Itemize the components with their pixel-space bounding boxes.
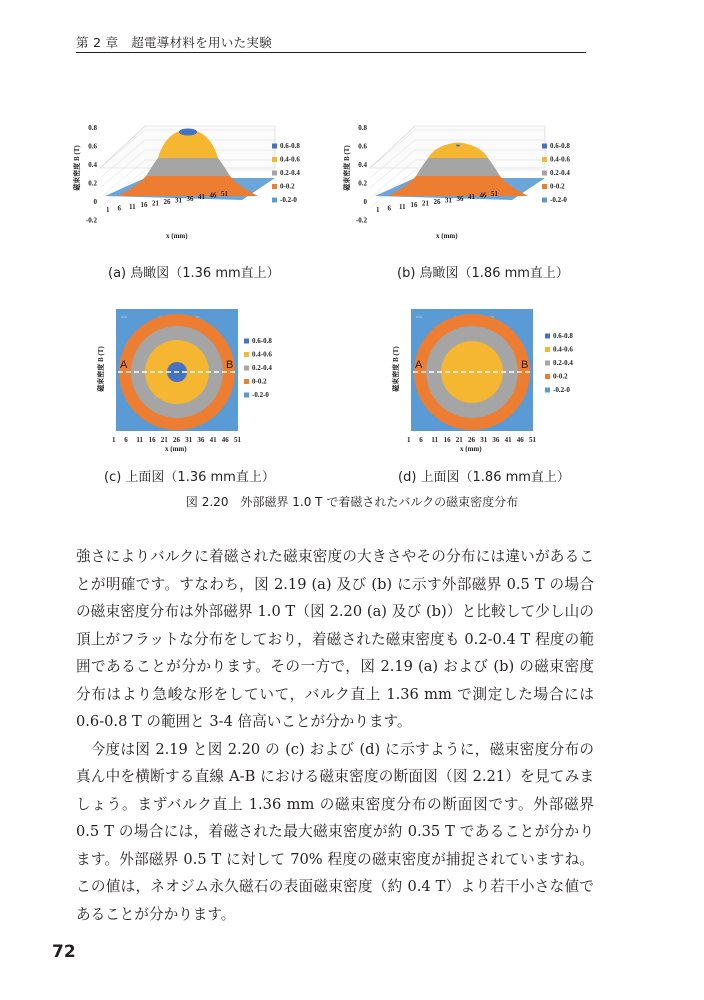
panel-c-x-tick-8: 41 [209,436,217,444]
panel-d-legend-label-0: 0.6-0.8 [553,332,573,340]
panel-c-x-tick-2: 11 [136,436,144,444]
panel-a-y-tick-4: 0 [93,198,97,206]
panel-b-x-tick-3: 16 [410,201,418,210]
panel-a-y-axis-label: 磁束密度 B (T) [73,145,81,191]
panel-c-x-tick-7: 36 [197,436,205,444]
figure-title: 図 2.20 外部磁界 1.0 T で着磁されたバルクの磁束密度分布 [185,495,519,509]
panel-a-legend-label-4: -0.2-0 [280,196,297,204]
paragraph-2: 今度は図 2.19 と図 2.20 の (c) および (d) に示すように，磁束密度分布の真ん中を横断する直線 A-B における磁束密度の断面図（図 2.21）を見てみましょう。まずバルク直上 1.36 mm の磁束密度分布の断面図です。外部磁界 0.5 T の場合には，着磁された最大磁束密度が約 0.35 T であることが分かります。外部磁界 0.5 T に対して 70% 程度の磁束密度が捕捉されていますね。この値は，ネオジム永久磁石の表面磁束密度（約 0.4 T）より若干小さな値であることが分かります。 [76,740,594,923]
panel-b-legend-swatch-0 [542,144,547,149]
panel-b-legend-label-0: 0.6-0.8 [550,142,570,150]
panel-b-x-tick-0: 1 [376,206,380,214]
panel-c-x-tick-3: 16 [148,436,156,444]
panel-b-legend-swatch-2 [542,171,547,176]
panel-a-x-tick-6: 31 [175,196,182,205]
panel-c-legend-swatch-2 [244,366,249,371]
paragraph-1: 強さによりバルクに着磁された磁束密度の大きさやその分布には違いがあることが明確です。すなわち，図 2.19 (a) 及び (b) に示す外部磁界 0.5 T の場合の磁束密度分布は外部磁界 1.0 T（図 2.20 (a) 及び (b)）と比較して少し山の頂上がフラットな分布をしており，着磁された磁束密度も 0.2-0.4 T 程度の範囲であることが分かります。その一方で，図 2.19 (a) および (b) の磁束密度分布はより急峻な形をしていて，バルク直上 1.36 mm で測定した場合には 0.6-0.8 T の範囲と 3-4 倍高いことが分かります。 [76,548,594,730]
panel-a-x-tick-1: 6 [117,204,121,213]
panel-b-caption: (b) 鳥瞰図（1.86 mm直上） [397,266,569,281]
panel-b-chart [340,108,600,248]
panel-d-legend-swatch-2 [545,361,550,366]
panel-d-legend-swatch-1 [545,347,550,352]
panel-a-x-tick-2: 11 [129,202,136,211]
panel-c-x-tick-1: 6 [124,436,128,444]
panel-b-y-tick-3: 0.2 [358,179,367,188]
panel-b-legend-swatch-1 [542,157,547,162]
panel-b-legend-label-3: 0-0.2 [550,182,565,191]
panel-d-x-tick-10: 51 [529,436,536,444]
panel-d-texture-12 [420,316,422,318]
panel-b-x-tick-5: 26 [433,198,441,206]
panel-d-y-axis-label: 磁束密度 B (T) [392,346,400,392]
panel-a-caption: (a) 鳥瞰図（1.36 mm直上） [108,266,280,281]
panel-d-x-tick-9: 46 [516,436,524,444]
panel-a-y-tick-1: 0.6 [88,142,97,151]
panel-b-y-tick-4: 0 [363,198,367,206]
panel-a-legend-swatch-2 [272,171,277,176]
panel-d-x-tick-4: 21 [455,436,463,444]
panel-c-svg [90,303,310,455]
panel-a-legend-label-2: 0.2-0.4 [280,169,300,177]
panel-a-x-axis-label: x (mm) [166,232,188,240]
panel-b-x-tick-8: 41 [468,193,475,202]
panel-b-x-tick-1: 6 [387,204,391,213]
panel-b-y-axis-label: 磁束密度 B (T) [343,145,351,191]
panel-a-y-tick-5: -0.2 [85,216,97,225]
panel-c-x-tick-4: 21 [160,436,168,444]
page-number: 72 [52,942,76,962]
panel-d-x-tick-7: 36 [492,436,500,444]
panel-d-legend-label-1: 0.4-0.6 [553,345,573,354]
panel-c-x-tick-6: 31 [185,436,193,444]
panel-a-x-tick-0: 1 [106,206,110,214]
panel-b-x-tick-2: 11 [399,202,406,211]
panel-b-legend-label-1: 0.4-0.6 [550,155,570,164]
panel-d-x-tick-5: 26 [468,436,475,444]
panel-d-x-tick-3: 16 [443,436,451,444]
panel-b-legend-swatch-4 [542,198,547,203]
panel-b-y-tick-5: -0.2 [355,216,367,225]
panel-a-legend-label-1: 0.4-0.6 [280,155,300,164]
panel-d-caption: (d) 上面図（1.86 mm直上） [398,470,570,485]
panel-b-band-0.6-0.8 [456,145,460,147]
panel-b-x-tick-7: 36 [456,194,464,203]
panel-a-legend-swatch-3 [272,184,277,189]
panel-b-y-tick-1: 0.6 [358,142,367,151]
panel-d-legend-swatch-4 [545,388,550,393]
panel-b-x-tick-6: 31 [445,196,452,205]
panel-d-x-tick-0: 1 [407,436,411,444]
panel-b-svg [340,108,600,248]
panel-a-legend-label-3: 0-0.2 [280,182,295,191]
panel-d-legend-label-4: -0.2-0 [553,386,570,394]
panel-b-y-tick-0: 0.8 [358,124,367,132]
panel-a-y-tick-2: 0.4 [88,161,97,169]
panel-a-x-tick-10: 51 [221,190,228,198]
panel-b-x-tick-4: 21 [422,199,429,208]
panel-a-x-tick-3: 16 [140,201,148,210]
body-text [76,543,594,928]
panel-a-x-tick-8: 41 [198,193,205,202]
panel-b-x-axis-label: x (mm) [436,232,458,240]
panel-d-chart [385,303,605,455]
panel-a-legend-swatch-1 [272,157,277,162]
panel-b-x-tick-10: 51 [491,190,498,198]
panel-a-x-tick-4: 21 [152,199,159,208]
panel-d-legend-label-2: 0.2-0.4 [553,359,573,367]
panel-a-chart [70,108,330,248]
panel-a-x-tick-7: 36 [186,194,194,203]
panel-a-legend-label-0: 0.6-0.8 [280,142,300,150]
panel-d-label-b: B [521,359,529,371]
panel-c-legend-label-4: -0.2-0 [252,391,269,399]
panel-a-x-tick-5: 26 [163,198,171,206]
panel-a-y-tick-3: 0.2 [88,179,97,188]
panel-a-svg [70,108,330,248]
panel-d-legend-swatch-3 [545,374,550,379]
panel-c-texture-12 [125,316,127,318]
panel-b-legend-label-2: 0.2-0.4 [550,169,570,177]
panel-d-legend-swatch-0 [545,334,550,339]
panel-c-x-axis-label: x (mm) [165,445,187,453]
panel-c-legend-label-1: 0.4-0.6 [252,350,272,359]
panel-a-legend-swatch-4 [272,198,277,203]
panel-d-svg [385,303,605,455]
panel-d-x-tick-1: 6 [419,436,423,444]
panel-b-legend-label-4: -0.2-0 [550,196,567,204]
panel-a-y-tick-0: 0.8 [88,124,97,132]
panel-d-x-tick-6: 31 [480,436,488,444]
panel-a-legend-swatch-0 [272,144,277,149]
panel-c-x-tick-5: 26 [173,436,180,444]
panel-c-label-a: A [120,359,128,371]
panel-b-band-0.2-0.4 [416,158,500,176]
panel-a-band-0.2-0.4 [146,158,230,176]
panel-d-x-tick-2: 11 [431,436,439,444]
panel-a-band-0.6-0.8 [179,129,197,136]
panel-c-legend-swatch-0 [244,339,249,344]
panel-c-legend-label-3: 0-0.2 [252,377,267,386]
panel-c-x-tick-0: 1 [112,436,116,444]
panel-c-legend-swatch-3 [244,379,249,384]
panel-c-x-tick-9: 46 [221,436,229,444]
panel-c-legend-label-0: 0.6-0.8 [252,337,272,345]
panel-c-x-tick-10: 51 [234,436,241,444]
panel-d-x-axis-label: x (mm) [460,445,482,453]
panel-d-label-a: A [415,359,423,371]
panel-c-legend-swatch-4 [244,393,249,398]
panel-a-x-tick-9: 46 [209,191,217,200]
panel-c-legend-label-2: 0.2-0.4 [252,364,272,372]
panel-c-caption: (c) 上面図（1.36 mm直上） [104,470,275,485]
panel-b-legend-swatch-3 [542,184,547,189]
panel-c-chart [90,303,310,455]
panel-b-x-tick-9: 46 [479,191,487,200]
header-rule [76,52,586,53]
panel-c-label-b: B [226,359,234,371]
running-header: 第 2 章 超電導材料を用いた実験 [76,35,273,50]
panel-b-y-tick-2: 0.4 [358,161,367,169]
panel-d-x-tick-8: 41 [504,436,512,444]
panel-d-legend-label-3: 0-0.2 [553,372,568,381]
panel-c-y-axis-label: 磁束密度 B (T) [97,346,105,392]
panel-c-legend-swatch-1 [244,352,249,357]
